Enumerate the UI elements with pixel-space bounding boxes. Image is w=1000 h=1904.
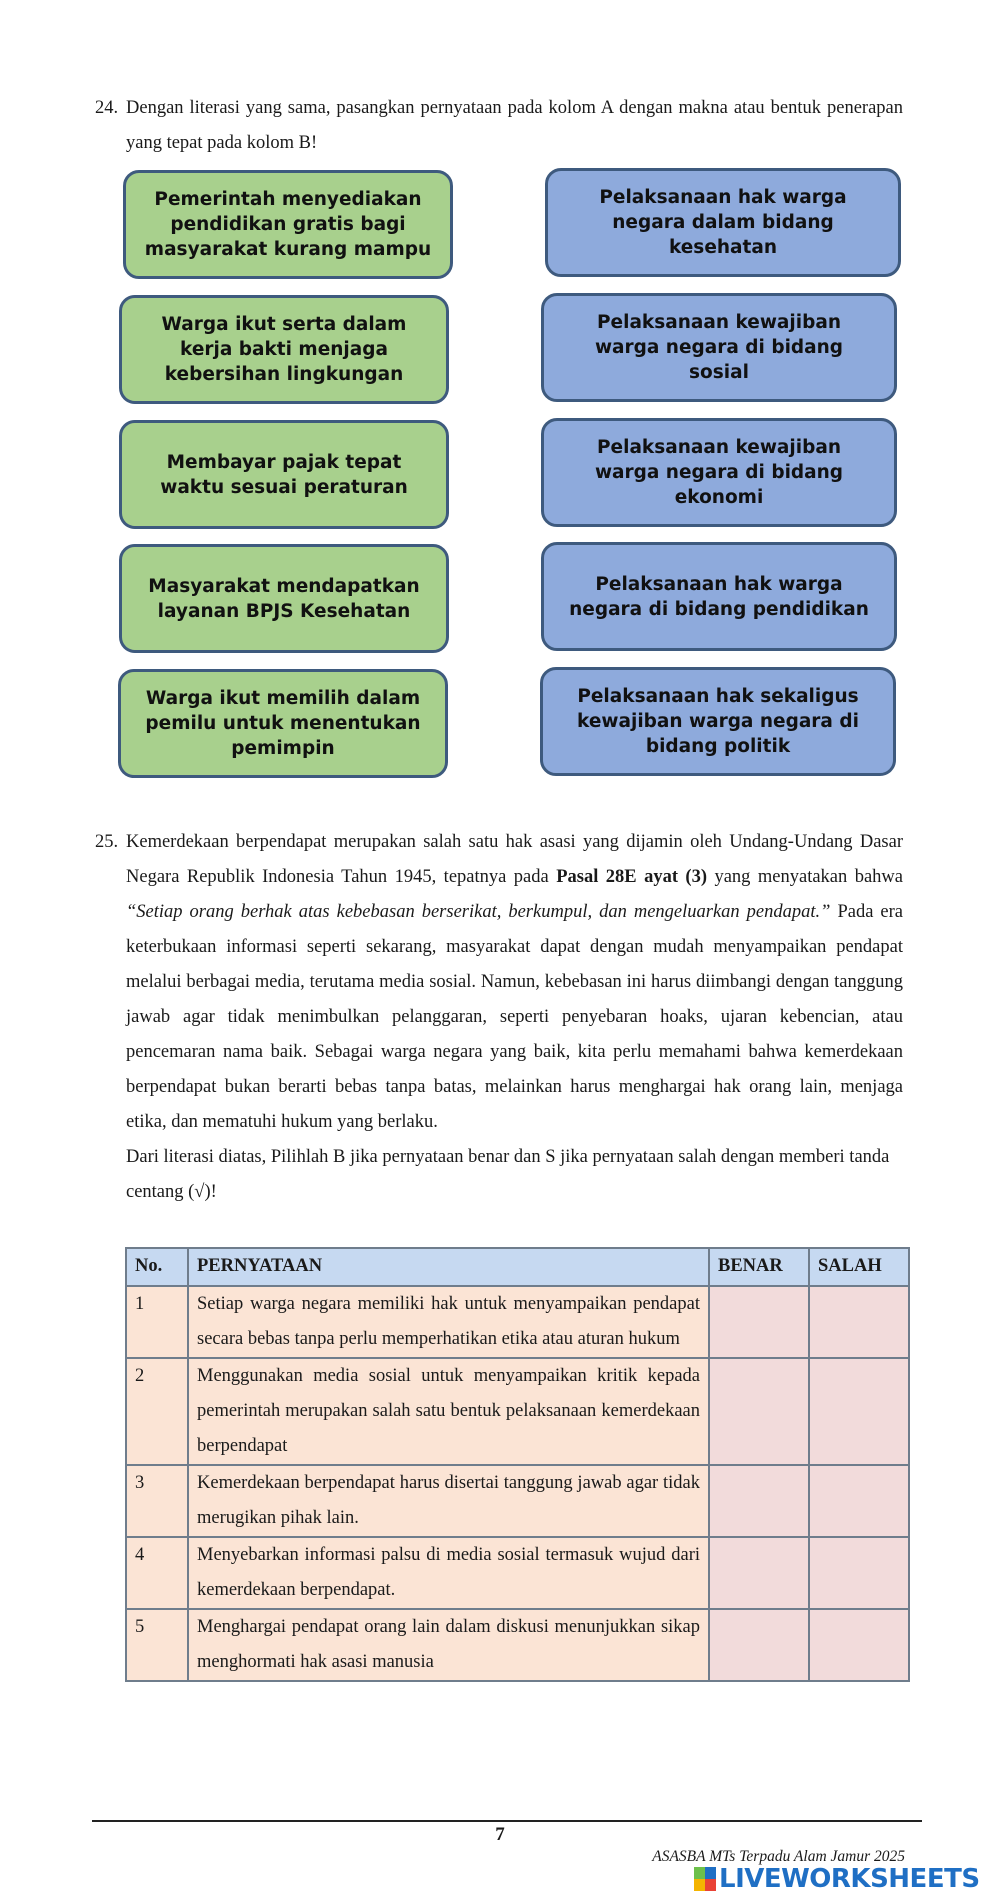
row-statement: Menghargai pendapat orang lain dalam diskusi menunjukkan sikap menghormati hak asasi manusia [188, 1609, 709, 1681]
column-a-item-5[interactable]: Warga ikut memilih dalam pemilu untuk menentukan pemimpin [118, 669, 448, 778]
salah-cell[interactable] [809, 1465, 909, 1537]
column-a-item-2[interactable]: Warga ikut serta dalam kerja bakti menjaga kebersihan lingkungan [119, 295, 449, 404]
salah-cell[interactable] [809, 1286, 909, 1358]
row-statement: Setiap warga negara memiliki hak untuk menyampaikan pendapat secara bebas tanpa perlu memperhatikan etika atau aturan hukum [188, 1286, 709, 1358]
column-a-item-3[interactable]: Membayar pajak tepat waktu sesuai peraturan [119, 420, 449, 529]
table-row [126, 1465, 909, 1537]
question-24 [95, 91, 903, 161]
statement-table [125, 1247, 910, 1682]
column-a-item-4[interactable]: Masyarakat mendapatkan layanan BPJS Kesehatan [119, 544, 449, 653]
question-number: 25. [95, 832, 119, 852]
benar-cell[interactable] [709, 1286, 809, 1358]
column-b-item-2[interactable]: Pelaksanaan kewajiban warga negara di bidang sosial [541, 293, 897, 402]
reading-passage: Kemerdekaan berpendapat merupakan salah satu hak asasi yang dijamin oleh Undang-Undang Dasar Negara Republik Indonesia Tahun 1945, tepatnya pada Pasal 28E ayat (3) yang menyatakan bahwa “Setiap orang berhak atas kebebasan berserikat, berkumpul, dan mengeluarkan pendapat.” Pada era keterbukaan informasi seperti sekarang, masyarakat dapat dengan mudah menyampaikan pendapat melalui berbagai media, terutama media sosial. Namun, kebebasan ini harus diimbangi dengan tanggung jawab agar tidak menimbulkan pelanggaran, seperti penyebaran hoaks, ujaran kebencian, atau pencemaran nama baik. Sebagai warga negara yang baik, kita perlu memahami bahwa kemerdekaan berpendapat bukan berarti bebas tanpa batas, melainkan harus menghargai hak orang lain, menjaga etika, dan mematuhi hukum yang berlaku. [126, 832, 904, 1132]
row-statement: Kemerdekaan berpendapat harus disertai tanggung jawab agar tidak merugikan pihak lain. [188, 1465, 709, 1537]
benar-cell[interactable] [709, 1465, 809, 1537]
salah-cell[interactable] [809, 1609, 909, 1681]
constitution-quote: “Setiap orang berhak atas kebebasan berserikat, berkumpul, dan mengeluarkan pendapat.” [126, 902, 831, 922]
row-number: 4 [126, 1537, 188, 1609]
table-row [126, 1609, 909, 1681]
header-statement: PERNYATAAN [188, 1248, 709, 1286]
question-25 [95, 825, 903, 1210]
benar-cell[interactable] [709, 1537, 809, 1609]
table-row [126, 1537, 909, 1609]
column-b-item-5[interactable]: Pelaksanaan hak sekaligus kewajiban warga negara di bidang politik [540, 667, 896, 776]
benar-cell[interactable] [709, 1358, 809, 1465]
footer-divider [92, 1820, 922, 1822]
question-number: 24. [95, 98, 119, 118]
table-header [126, 1248, 909, 1286]
row-number: 1 [126, 1286, 188, 1358]
table-row [126, 1358, 909, 1465]
liveworksheets-wordmark: LIVEWORKSHEETS [719, 1864, 980, 1894]
salah-cell[interactable] [809, 1537, 909, 1609]
liveworksheets-logo[interactable] [694, 1864, 980, 1894]
page-number: 7 [495, 1824, 505, 1845]
row-number: 2 [126, 1358, 188, 1465]
benar-cell[interactable] [709, 1609, 809, 1681]
instruction: Dari literasi diatas, Pilihlah B jika pernyataan benar dan S jika pernyataan salah dengan memberi tanda centang (√)! [126, 1147, 890, 1202]
row-statement: Menyebarkan informasi palsu di media sosial termasuk wujud dari kemerdekaan berpendapat. [188, 1537, 709, 1609]
article-reference: Pasal 28E ayat (3) [556, 867, 708, 887]
row-number: 5 [126, 1609, 188, 1681]
row-statement: Menggunakan media sosial untuk menyampaikan kritik kepada pemerintah merupakan salah satu bentuk pelaksanaan kemerdekaan berpendapat [188, 1358, 709, 1465]
column-a-item-1[interactable]: Pemerintah menyediakan pendidikan gratis bagi masyarakat kurang mampu [123, 170, 453, 279]
header-salah: SALAH [809, 1248, 909, 1286]
column-b-item-4[interactable]: Pelaksanaan hak warga negara di bidang pendidikan [541, 542, 897, 651]
salah-cell[interactable] [809, 1358, 909, 1465]
liveworksheets-icon [694, 1867, 716, 1891]
school-footer: ASASBA MTs Terpadu Alam Jamur 2025 [652, 1848, 905, 1865]
column-b-item-1[interactable]: Pelaksanaan hak warga negara dalam bidang kesehatan [545, 168, 901, 277]
question-prompt: Dengan literasi yang sama, pasangkan pernyataan pada kolom A dengan makna atau bentuk penerapan yang tepat pada kolom B! [126, 98, 903, 153]
header-no: No. [126, 1248, 188, 1286]
column-b-item-3[interactable]: Pelaksanaan kewajiban warga negara di bidang ekonomi [541, 418, 897, 527]
header-benar: BENAR [709, 1248, 809, 1286]
table-row [126, 1286, 909, 1358]
row-number: 3 [126, 1465, 188, 1537]
